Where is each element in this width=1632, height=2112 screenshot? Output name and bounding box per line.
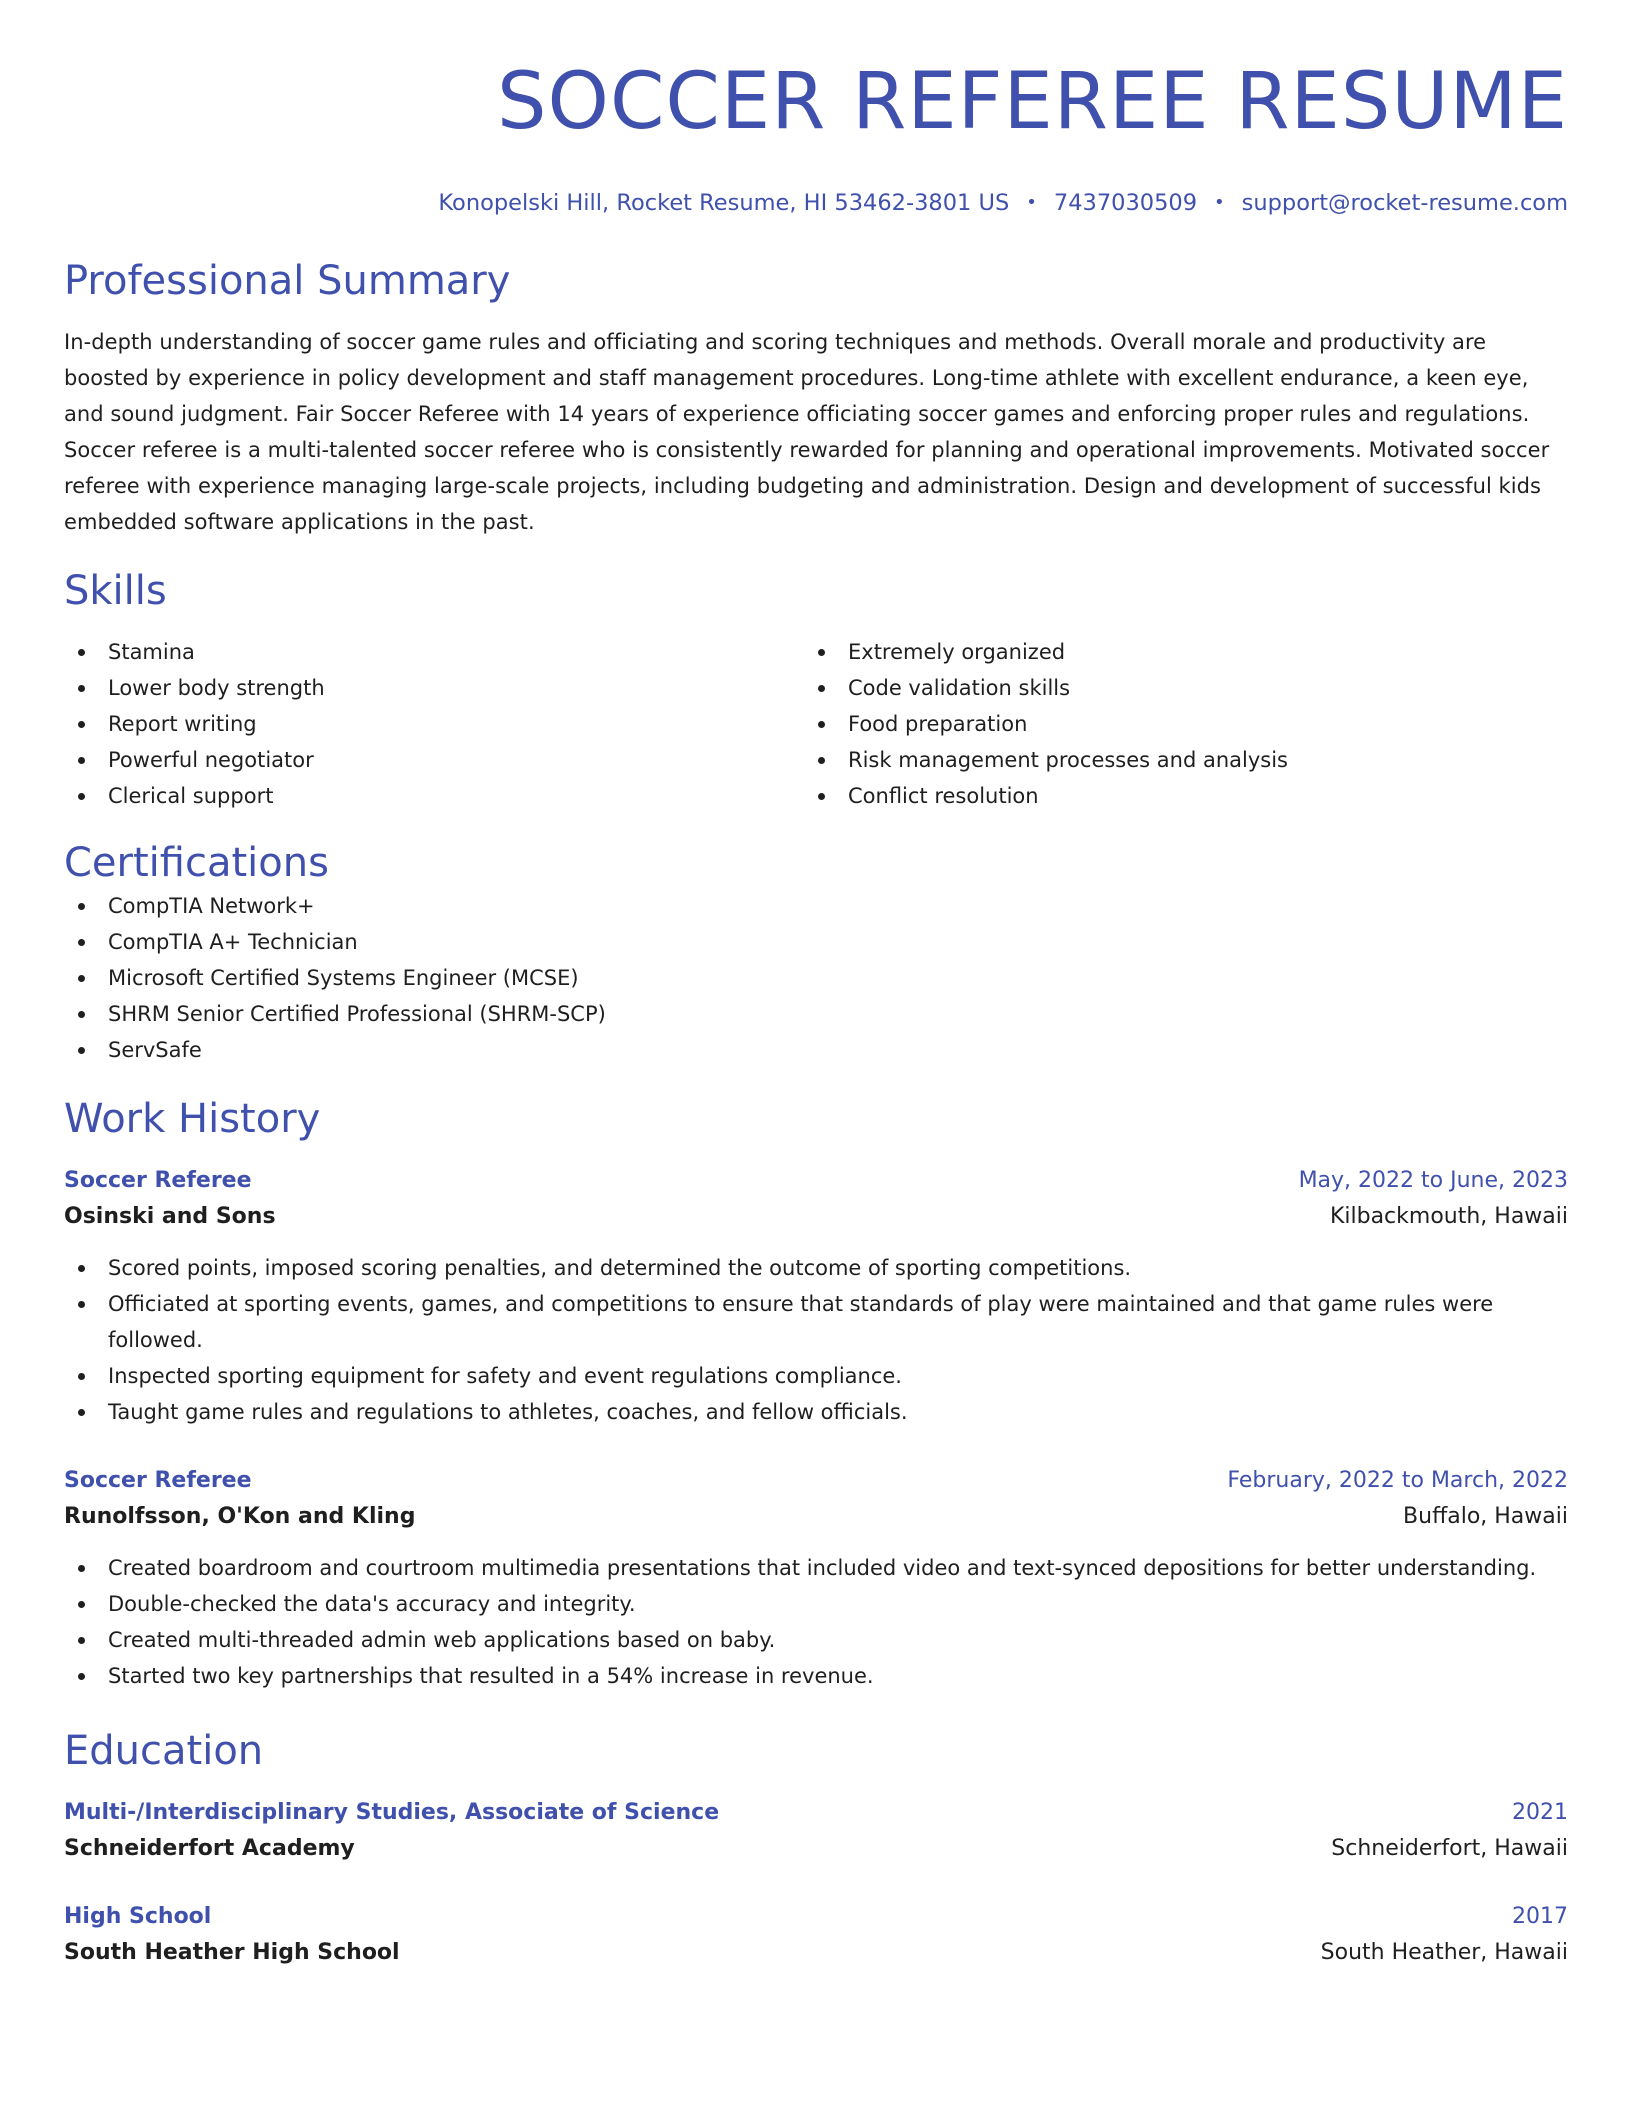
work-entry — [64, 1464, 1568, 1694]
job-bullet: Created boardroom and courtroom multimedia presentations that included video and text-synced depositions for better understanding. — [64, 1550, 1568, 1586]
job-bullet: Scored points, imposed scoring penalties, and determined the outcome of sporting competitions. — [64, 1250, 1568, 1286]
education-degree: Multi-/Interdisciplinary Studies, Associate of Science — [64, 1800, 720, 1825]
work-entry-header — [64, 1164, 1568, 1198]
education-location: Schneiderfort, Hawaii — [1331, 1836, 1568, 1861]
section-heading-summary: Professional Summary — [64, 258, 511, 304]
education-entry-subheader — [64, 1934, 1568, 1972]
work-entry — [64, 1164, 1568, 1430]
certification-item: CompTIA A+ Technician — [64, 924, 1568, 960]
contact-phone: 7437030509 — [1053, 190, 1198, 216]
education-year: 2021 — [1512, 1800, 1568, 1825]
section-heading-skills: Skills — [64, 568, 167, 614]
contact-separator: • — [1214, 192, 1225, 213]
job-bullet: Started two key partnerships that resulted in a 54% increase in revenue. — [64, 1658, 1568, 1694]
education-degree: High School — [64, 1904, 212, 1929]
skill-item: Food preparation — [804, 706, 1544, 742]
skill-item: Clerical support — [64, 778, 804, 814]
job-location: Buffalo, Hawaii — [1403, 1504, 1568, 1529]
education-entry-header — [64, 1900, 1568, 1934]
section-heading-certifications: Certifications — [64, 840, 329, 886]
job-dates: February, 2022 to March, 2022 — [1227, 1468, 1568, 1493]
certification-item: ServSafe — [64, 1032, 1568, 1068]
skill-item: Powerful negotiator — [64, 742, 804, 778]
skill-item: Code validation skills — [804, 670, 1544, 706]
contact-address: Konopelski Hill, Rocket Resume, HI 53462-3801 US — [438, 190, 1010, 216]
job-bullets — [64, 1250, 1568, 1430]
job-role: Soccer Referee — [64, 1168, 252, 1193]
job-bullets — [64, 1550, 1568, 1694]
education-entry — [64, 1900, 1568, 1972]
education-entry — [64, 1796, 1568, 1868]
education-entry-subheader — [64, 1830, 1568, 1868]
contact-email: support@rocket-resume.com — [1241, 190, 1568, 216]
education-location: South Heather, Hawaii — [1320, 1940, 1568, 1965]
job-bullet: Double-checked the data's accuracy and integrity. — [64, 1586, 1568, 1622]
summary-text: In-depth understanding of soccer game rules and officiating and scoring techniques and methods. Overall morale and productivity are boosted by experience in policy development and staff management procedures. Long-time athlete with excellent endurance, a keen eye, and sound judgment. Fair Soccer Referee with 14 years of experience officiating soccer games and enforcing proper rules and regulations. Soccer referee is a multi-talented soccer referee who is consistently rewarded for planning and operational improvements. Motivated soccer referee with experience managing large-scale projects, including budgeting and administration. Design and development of successful kids embedded software applications in the past. — [64, 330, 1550, 534]
section-heading-education: Education — [64, 1728, 264, 1774]
job-bullet: Created multi-threaded admin web applications based on baby. — [64, 1622, 1568, 1658]
education-school: South Heather High School — [64, 1940, 400, 1965]
education-entry-header — [64, 1796, 1568, 1830]
work-entry-subheader — [64, 1498, 1568, 1536]
skills-grid — [64, 634, 1568, 814]
skill-item: Stamina — [64, 634, 804, 670]
work-entry-subheader — [64, 1198, 1568, 1236]
skills-column-right — [804, 634, 1544, 814]
section-heading-work-history: Work History — [64, 1096, 321, 1142]
skill-item: Extremely organized — [804, 634, 1544, 670]
job-dates: May, 2022 to June, 2023 — [1298, 1168, 1568, 1193]
job-bullet: Taught game rules and regulations to athletes, coaches, and fellow officials. — [64, 1394, 1568, 1430]
certification-item: Microsoft Certified Systems Engineer (MCSE) — [64, 960, 1568, 996]
skill-item: Conflict resolution — [804, 778, 1544, 814]
certifications-list — [64, 888, 1568, 1068]
skill-item: Lower body strength — [64, 670, 804, 706]
job-role: Soccer Referee — [64, 1468, 252, 1493]
job-bullet: Inspected sporting equipment for safety and event regulations compliance. — [64, 1358, 1568, 1394]
job-company: Runolfsson, O'Kon and Kling — [64, 1504, 416, 1529]
job-bullet: Officiated at sporting events, games, and competitions to ensure that standards of play were maintained and that game rules were followed. — [64, 1286, 1568, 1358]
education-year: 2017 — [1512, 1904, 1568, 1929]
contact-line — [64, 188, 1568, 218]
work-entry-header — [64, 1464, 1568, 1498]
certification-item: CompTIA Network+ — [64, 888, 1568, 924]
skills-column-left — [64, 634, 804, 814]
contact-separator: • — [1026, 192, 1037, 213]
job-location: Kilbackmouth, Hawaii — [1329, 1204, 1568, 1229]
education-school: Schneiderfort Academy — [64, 1836, 355, 1861]
certification-item: SHRM Senior Certified Professional (SHRM-SCP) — [64, 996, 1568, 1032]
skill-item: Report writing — [64, 706, 804, 742]
resume-title: SOCCER REFEREE RESUME — [497, 57, 1568, 147]
job-company: Osinski and Sons — [64, 1204, 276, 1229]
skill-item: Risk management processes and analysis — [804, 742, 1544, 778]
